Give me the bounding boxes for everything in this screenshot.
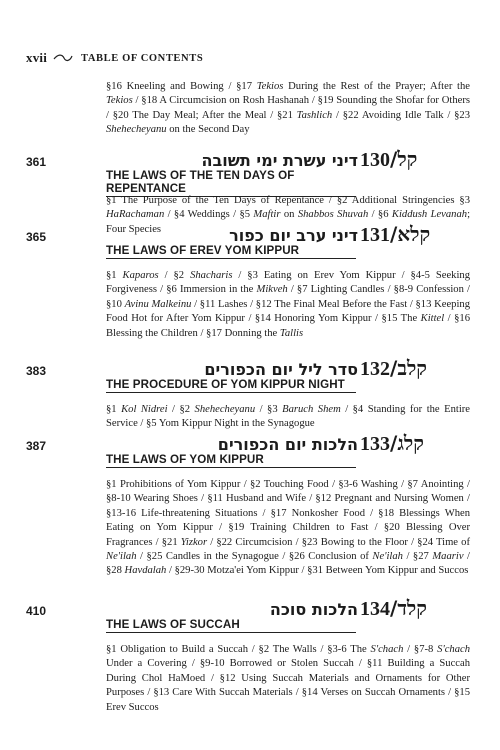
entry-hebrew-title: דיני עשרת ימי תשובה xyxy=(201,151,358,170)
entry-english-title: THE LAWS OF SUCCAH xyxy=(106,618,356,633)
entry-english-title: THE LAWS OF EREV YOM KIPPUR xyxy=(106,244,356,259)
entry-section-list: §1 Obligation to Build a Succah / §2 The Walls / §3-6 The S'chach / §7-8 S'chach Under a Covering / §9-10 Borrowed or Stolen Succah / §11 Building a Succah During Chol HaMoed / §12 Using Succah Materials and Ornaments for Other Purposes / §13 Care With Succah Materials / §14 Verses on Succah Ornaments / §15 Erev Succos xyxy=(106,644,470,713)
entry-section-list: §1 Kaparos / §2 Shacharis / §3 Eating on Erev Yom Kippur / §4-5 Seeking Forgiveness / §6 Immersion in the Mikveh / §7 Lighting Candles / §8-9 Confession / §10 Avinu Malkeinu / §11 Lashes / §12 The Final Meal Before the Fast / §13 Keeping Food Hot for After Yom Kippur / §14 Honoring Yom Kippur / §15 The Kittel / §16 Blessing the Children / §17 Donning the Tallis xyxy=(106,270,470,339)
entry-english-title: THE LAWS OF YOM KIPPUR xyxy=(106,453,356,468)
continued-section-list: §16 Kneeling and Bowing / §17 Tekios During the Rest of the Prayer; After the Tekios / §18 A Circumcision on Rosh Hashanah / §19 Sounding the Shofar for Others / §20 The Day Meal; After the Meal / §21 Tashlich / §22 Avoiding Idle Talk / §23 Shehecheyanu on the Second Day xyxy=(106,81,471,136)
entry-chapter: קלא/131 xyxy=(360,222,431,246)
entry-hebrew-title: הלכות סוכה xyxy=(269,600,358,619)
entry-section-list: §1 The Purpose of the Ten Days of Repentance / §2 Additional Stringencies §3 HaRachaman / §4 Weddings / §5 Maftir on Shabbos Shuvah / §6 Kiddush Levanah; Four Species xyxy=(106,195,471,235)
entry-chapter: קלד/134 xyxy=(360,596,427,620)
entry-english-title: THE PROCEDURE OF YOM KIPPUR NIGHT xyxy=(106,378,356,393)
entry-page: 365 xyxy=(26,230,47,244)
entry-page: 410 xyxy=(26,604,47,618)
entry-chapter: קל/130 xyxy=(360,147,418,171)
page-number: xvii xyxy=(26,50,48,65)
entry-hebrew-title: הלכות יום הכפורים xyxy=(217,435,358,454)
ornament-icon xyxy=(53,53,73,63)
entry-section-list: §1 Kol Nidrei / §2 Shehecheyanu / §3 Baruch Shem / §4 Standing for the Entire Service / §5 Yom Kippur Night in the Synagogue xyxy=(106,404,471,430)
entry-page: 387 xyxy=(26,439,47,453)
entry-hebrew-title: סדר ליל יום הכפורים xyxy=(204,360,358,379)
entry-page: 383 xyxy=(26,364,47,378)
entry-hebrew-title: דיני ערב יום כפור xyxy=(229,226,358,245)
entry-page: 361 xyxy=(26,155,47,169)
entry-chapter: קלג/133 xyxy=(360,431,424,455)
entry-english-title: THE LAWS OF THE TEN DAYS OF REPENTANCE xyxy=(106,169,356,197)
entry-chapter: קלב/132 xyxy=(360,356,428,380)
running-header xyxy=(26,50,203,66)
entry-section-list: §1 Prohibitions of Yom Kippur / §2 Touching Food / §3-6 Washing / §7 Anointing / §8-10 Wearing Shoes / §11 Husband and Wife / §12 Pregnant and Nursing Women / §13-16 Life-threatening Situations / §17 Nonkosher Food / §18 Blessings When Eating on Yom Kippur / §19 Training Children to Fast / §20 Blessing Over Fragrances / §21 Yizkor / §22 Circumcision / §23 Bowing to the Floor / §24 Time of Ne'ilah / §25 Candles in the Synagogue / §26 Conclusion of Ne'ilah / §27 Maariv / §28 Havdalah / §29-30 Motza'ei Yom Kippur / §31 Between Yom Kippur and Succos xyxy=(106,479,470,577)
header-title: TABLE OF CONTENTS xyxy=(81,52,204,64)
